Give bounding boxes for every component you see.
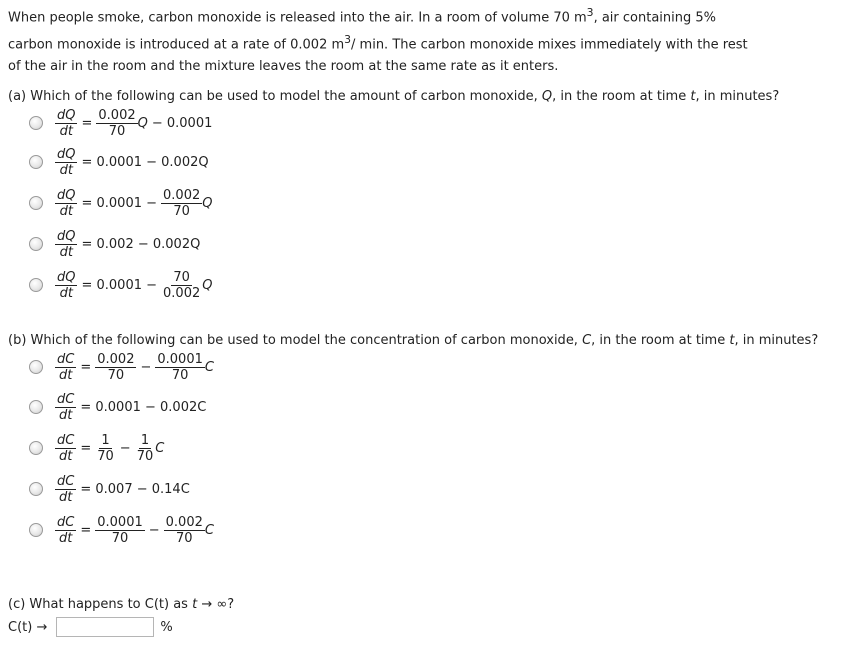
coefficient-fraction: $\frac{0.002}{70}$ xyxy=(163,187,201,219)
equation: $\frac{dC}{dt}$ = 0.007 − 0.14C xyxy=(57,473,190,505)
radio-button[interactable] xyxy=(29,278,43,292)
radio-button[interactable] xyxy=(29,360,43,374)
derivative-fraction: $\frac{dQ}{dt}$ xyxy=(57,269,76,301)
coefficient-fraction: $\frac{1}{70}$ xyxy=(97,432,114,464)
radio-button[interactable] xyxy=(29,155,43,169)
coefficient-fraction: $\frac{1}{70}$ xyxy=(136,432,154,464)
derivative-fraction: $\frac{dQ}{dt}$ xyxy=(57,107,76,139)
answer-prefix: C(t) → xyxy=(8,619,48,635)
part-a-question: (a) Which of the following can be used to model the amount of carbon monoxide, Q, in the room at time t, in minutes? xyxy=(8,89,780,104)
equation: $\frac{dC}{dt}$ = 0.0001 − 0.002C xyxy=(57,391,207,423)
superscript-3: 3 xyxy=(586,6,594,19)
coefficient-fraction: $\frac{0.002}{70}$ xyxy=(97,351,135,383)
radio-button[interactable] xyxy=(29,523,43,537)
coefficient-fraction: $\frac{0.0001}{70}$ xyxy=(157,351,203,383)
equation: $\frac{dQ}{dt}$ = 0.0001 − 0.002Q xyxy=(57,146,209,178)
coefficient-fraction: $\frac{0.002}{70}$ xyxy=(98,107,136,139)
intro-line-1: When people smoke, carbon monoxide is released into the air. In a room of volume 70 $m^3$, air containing 5% xyxy=(8,6,716,26)
derivative-fraction: $\frac{dC}{dt}$ xyxy=(57,391,75,423)
part-b-question: (b) Which of the following can be used to model the concentration of carbon monoxide, C, in the room at time t, in minutes? xyxy=(8,333,819,348)
intro-line-3: of the air in the room and the mixture leaves the room at the same rate as it enters. xyxy=(8,58,559,74)
intro-line-2: carbon monoxide is introduced at a rate of 0.002 $m^3/$ min. The carbon monoxide mixes immediately with the rest xyxy=(8,32,748,53)
radio-button[interactable] xyxy=(29,400,43,414)
equation: $\frac{dQ}{dt}$ = 0.0001 − $\frac{70}{0.002}$ Q xyxy=(57,269,213,301)
coefficient-fraction: $\frac{0.0001}{70}$ xyxy=(97,514,143,546)
equation: $\frac{dQ}{dt}$ = 0.002 − 0.002Q xyxy=(57,228,201,260)
percent-unit: % xyxy=(160,619,173,635)
part-c-answer-row xyxy=(8,617,173,637)
equation: $\frac{dC}{dt}$ = $\frac{0.0001}{70}$ − $\frac{0.002}{70}$ C xyxy=(57,514,214,546)
radio-button[interactable] xyxy=(29,237,43,251)
problem-intro xyxy=(8,2,848,77)
radio-button[interactable] xyxy=(29,482,43,496)
derivative-fraction: $\frac{dC}{dt}$ xyxy=(57,432,75,464)
equation: $\frac{dC}{dt}$ = $\frac{0.002}{70}$ − $\frac{0.0001}{70}$ C xyxy=(57,351,214,383)
limit-answer-input[interactable] xyxy=(56,617,154,637)
part-c-question: (c) What happens to C(t) as t → ∞? xyxy=(8,597,235,612)
radio-button[interactable] xyxy=(29,441,43,455)
radio-button[interactable] xyxy=(29,196,43,210)
derivative-fraction: $\frac{dC}{dt}$ xyxy=(57,473,75,505)
derivative-fraction: $\frac{dC}{dt}$ xyxy=(57,514,75,546)
equation: $\frac{dC}{dt}$ = $\frac{1}{70}$ − $\frac{1}{70}$ C xyxy=(57,432,165,464)
derivative-fraction: $\frac{dQ}{dt}$ xyxy=(57,228,76,260)
radio-button[interactable] xyxy=(29,116,43,130)
derivative-fraction: $\frac{dQ}{dt}$ xyxy=(57,187,76,219)
coefficient-fraction: $\frac{70}{0.002}$ xyxy=(163,269,201,301)
derivative-fraction: $\frac{dQ}{dt}$ xyxy=(57,146,76,178)
equation: $\frac{dQ}{dt}$ = $\frac{0.002}{70}$ Q − 0.0001 xyxy=(57,107,213,139)
derivative-fraction: $\frac{dC}{dt}$ xyxy=(57,351,75,383)
coefficient-fraction: $\frac{0.002}{70}$ xyxy=(165,514,203,546)
superscript-3: 3 xyxy=(344,32,352,46)
equation: $\frac{dQ}{dt}$ = 0.0001 − $\frac{0.002}{70}$ Q xyxy=(57,187,213,219)
